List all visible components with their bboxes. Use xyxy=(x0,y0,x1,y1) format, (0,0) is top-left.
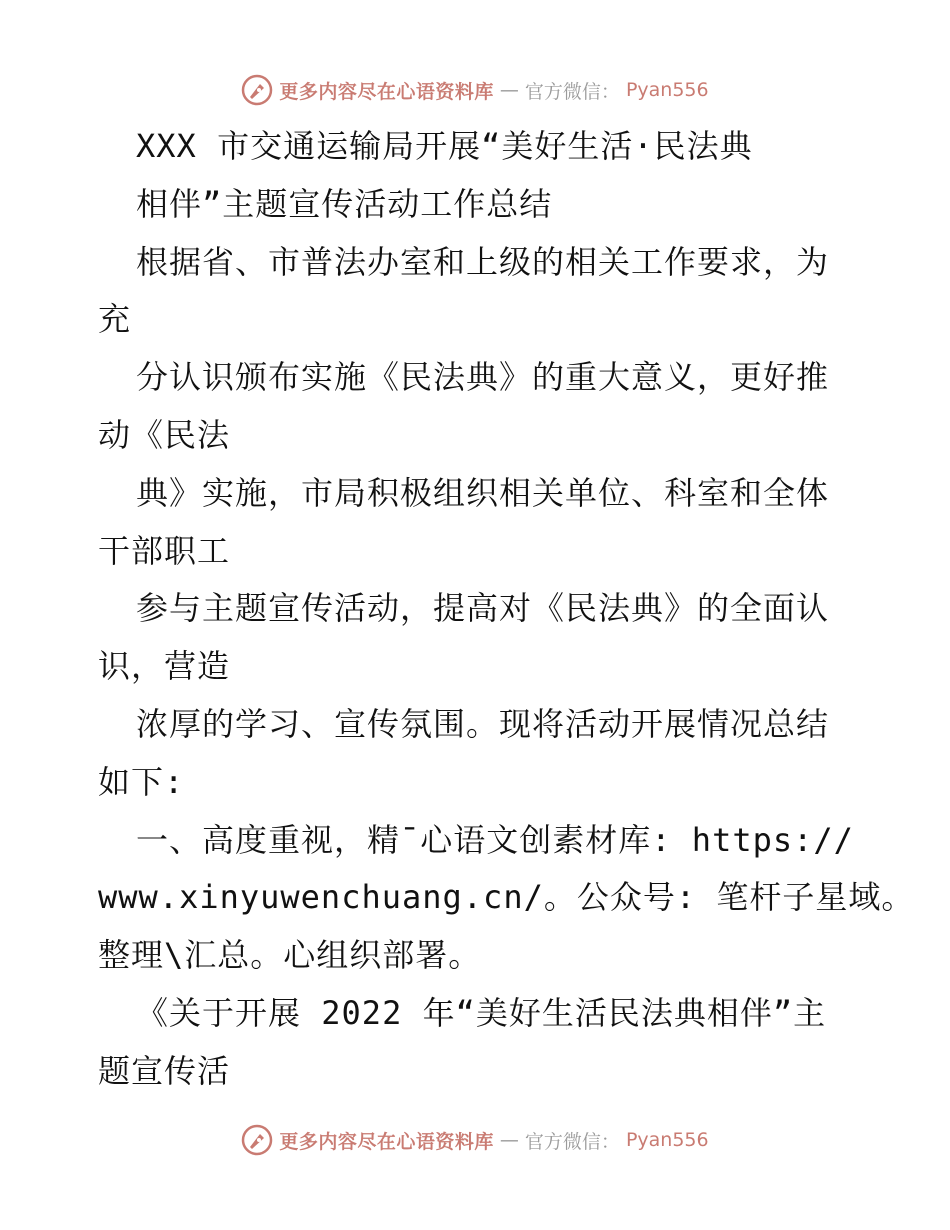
doc-title-line-2: 相伴”主题宣传活动工作总结 xyxy=(136,184,553,223)
doc-paragraph-line: 动《民法 xyxy=(98,415,231,454)
watermark-wechat-id: Pyan556 xyxy=(625,79,709,101)
doc-paragraph-line: 充 xyxy=(98,300,132,339)
header-watermark xyxy=(0,70,950,110)
fountain-pen-nib-icon xyxy=(241,1124,273,1156)
doc-paragraph-line: 《关于开展 2022 年“美好生活民法典相伴”主 xyxy=(136,993,827,1032)
doc-paragraph-line: 典》实施，市局积极组织相关单位、科室和全体 xyxy=(136,473,830,512)
watermark-label: 官方微信： xyxy=(524,80,620,103)
doc-paragraph-line: 识，营造 xyxy=(98,647,231,686)
doc-title-line-1: XXX 市交通运输局开展“美好生活·民法典 xyxy=(136,127,753,165)
document-body xyxy=(98,118,915,1101)
watermark-text: 更多内容尽在心语资料库 xyxy=(279,1130,494,1153)
watermark-wechat-id: Pyan556 xyxy=(625,1129,709,1151)
doc-paragraph-line: 浓厚的学习、宣传氛围。现将活动开展情况总结 xyxy=(136,704,830,743)
fountain-pen-nib-icon xyxy=(241,74,273,106)
watermark-label: 官方微信： xyxy=(524,1130,620,1153)
watermark-separator: — xyxy=(499,79,519,101)
footer-watermark xyxy=(0,1120,950,1160)
doc-paragraph-line: 根据省、市普法办室和上级的相关工作要求，为 xyxy=(136,242,830,281)
doc-paragraph-line: 干部职工 xyxy=(98,531,231,570)
doc-paragraph-line: 如下: xyxy=(98,762,185,801)
doc-paragraph-line: 参与主题宣传活动，提高对《民法典》的全面认 xyxy=(136,589,830,628)
doc-section-heading: 一、高度重视，精¯心语文创素材库: https:// xyxy=(136,820,854,859)
doc-paragraph-line: 整理\汇总。心组织部署。 xyxy=(98,936,482,975)
watermark-separator: — xyxy=(499,1129,519,1151)
doc-paragraph-line: 题宣传活 xyxy=(98,1051,231,1090)
doc-paragraph-line: 分认识颁布实施《民法典》的重大意义，更好推 xyxy=(136,358,830,397)
doc-paragraph-line: www.xinyuwenchuang.cn/。公众号: 笔杆子星域。 xyxy=(98,878,915,917)
watermark-text: 更多内容尽在心语资料库 xyxy=(279,80,494,103)
